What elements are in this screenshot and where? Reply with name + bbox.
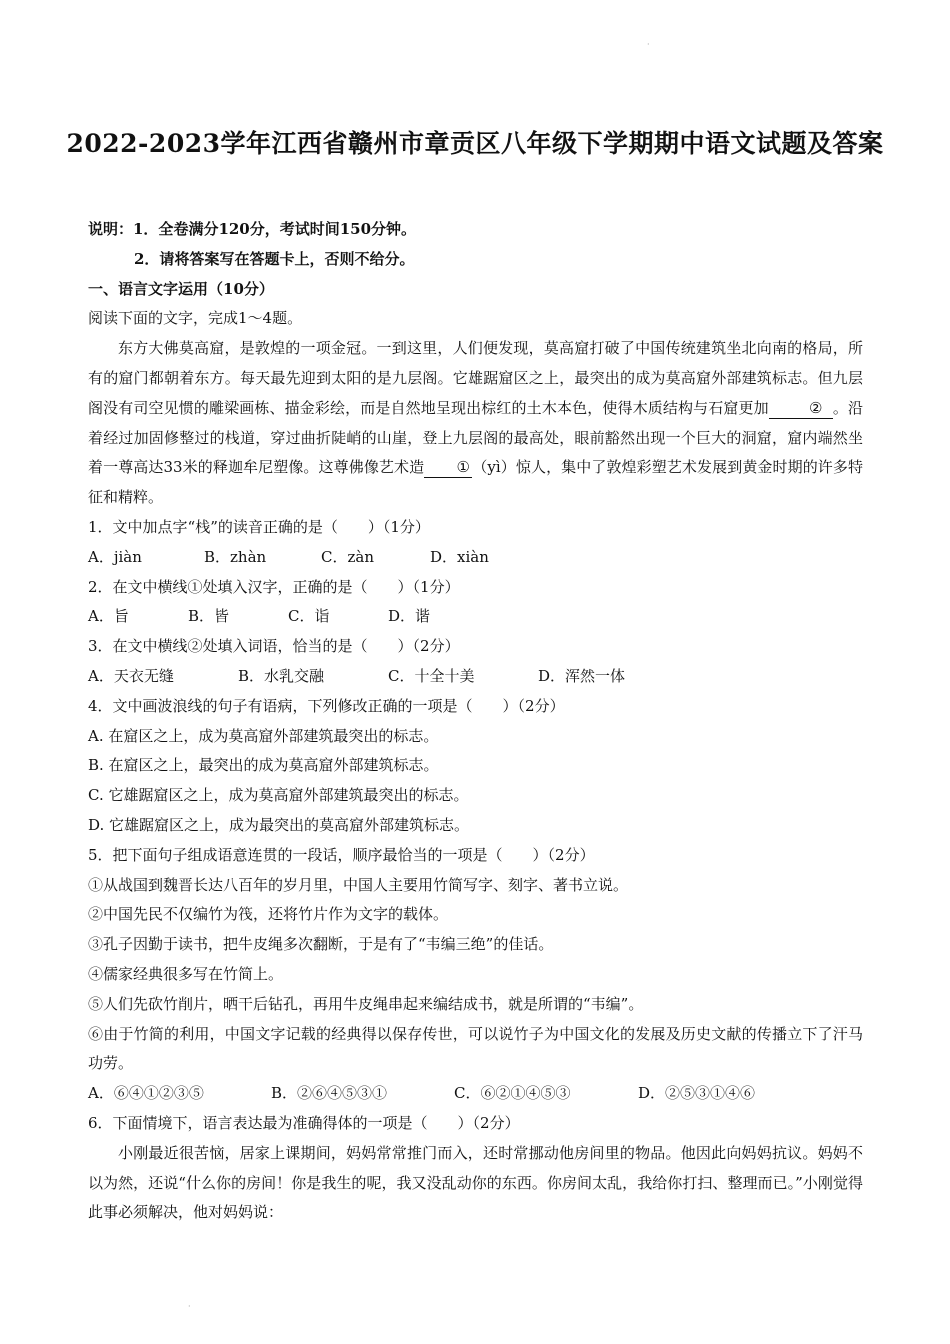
- sentence-5: ⑤人们先砍竹削片，晒干后钻孔，再用牛皮绳串起来编结成书，就是所谓的“韦编”。: [88, 994, 644, 1013]
- option-b: B．皆: [188, 607, 230, 626]
- question-5-options: [88, 1079, 863, 1109]
- option-b: B．zhàn: [204, 547, 267, 566]
- option-c: C. 它雄踞窟区之上，成为莫高窟外部建筑最突出的标志。: [88, 786, 469, 805]
- sentence-4: ④儒家经典很多写在竹简上。: [88, 964, 284, 983]
- option-c: C．zàn: [321, 547, 374, 566]
- sentence-6: ⑥由于竹简的利用，中国文字记载的经典得以保存传世，可以说竹子为中国文化的发展及历史文献的传播立下了汗马功劳。: [88, 1024, 863, 1073]
- option-d: D．谐: [388, 607, 431, 626]
- sentence-3: ③孔子因勤于读书，把牛皮绳多次翻断，于是有了“韦编三绝”的佳话。: [88, 935, 554, 954]
- header-dot: ·: [647, 40, 650, 49]
- note-2: 2．请将答案写在答题卡上，否则不给分。: [134, 249, 415, 268]
- option-c: C．诣: [288, 607, 330, 626]
- sentence-1: ①从战国到魏晋长达八百年的岁月里，中国人主要用竹简写字、刻字、著书立说。: [88, 875, 629, 894]
- question-1: 1．文中加点字“栈”的读音正确的是（ ）（1分）: [88, 517, 430, 536]
- question-4: 4．文中画波浪线的句子有语病，下列修改正确的一项是（ ）（2分）: [88, 696, 565, 715]
- option-b: B．水乳交融: [238, 666, 325, 685]
- document-title: 2022-2023学年江西省赣州市章贡区八年级下学期期中语文试题及答案: [66, 129, 884, 158]
- section-heading: 一、语言文字运用（10分）: [88, 279, 274, 298]
- question-6: 6．下面情境下，语言表达最为准确得体的一项是（ ）（2分）: [88, 1113, 520, 1132]
- question-3-options: [88, 662, 863, 692]
- sentence-2: ②中国先民不仅编竹为筏，还将竹片作为文字的载体。: [88, 905, 449, 924]
- option-a: A．旨: [88, 607, 129, 626]
- blank-1: ①: [424, 457, 472, 478]
- option-c: C．十全十美: [388, 666, 475, 685]
- question-6-scenario: 小刚最近很苦恼，居家上课期间，妈妈常常推门而入，还时常挪动他房间里的物品。他因此向妈妈抗议。妈妈不以为然，还说“什么你的房间！你是我生的呢，我又没乱动你的东西。你房间太乱，我给你打扫、整理而已。”小刚觉得此事必须解决，他对妈妈说：: [88, 1143, 863, 1222]
- option-a: A．jiàn: [88, 547, 142, 566]
- question-5: 5．把下面句子组成语意连贯的一段话，顺序最恰当的一项是（ ）（2分）: [88, 845, 595, 864]
- option-a: A．⑥④①②③⑤: [88, 1084, 204, 1103]
- option-d: D．xiàn: [430, 547, 489, 566]
- option-b: B．②⑥④⑤③①: [271, 1084, 388, 1103]
- question-1-options: [88, 543, 863, 573]
- option-a: A. 在窟区之上，成为莫高窟外部建筑最突出的标志。: [88, 726, 439, 745]
- note-1: 说明：1．全卷满分120分，考试时间150分钟。: [88, 220, 417, 238]
- passage-part-3: （yì）惊人，集中了敦煌彩塑艺术发展到黄金时期的许多特征和精粹。: [88, 458, 863, 507]
- question-2-options: [88, 602, 863, 632]
- option-d: D．浑然一体: [538, 666, 626, 685]
- option-b: B. 在窟区之上，最突出的成为莫高窟外部建筑标志。: [88, 756, 439, 775]
- passage: [88, 334, 863, 513]
- option-d: D．②⑤③①④⑥: [638, 1084, 756, 1103]
- instruction: 阅读下面的文字，完成1～4题。: [88, 309, 303, 328]
- blank-2: ②: [769, 398, 833, 419]
- document-body: [88, 215, 863, 1228]
- option-c: C．⑥②①④⑤③: [454, 1084, 571, 1103]
- passage-part-1: 东方大佛莫高窟，是敦煌的一项金冠。一到这里，人们便发现，莫高窟打破了中国传统建筑坐北向南的格局，所有的窟门都朝着东方。每天最先迎到太阳的是九层阁。它雄踞窟区之上，最突出的成为莫高窟外部建筑标志。但九层阁没有司空见惯的雕梁画栋、描金彩绘，而是自然地呈现出棕红的土木本色，使得木质结构与石窟更加: [88, 339, 863, 417]
- option-d: D. 它雄踞窟区之上，成为最突出的莫高窟外部建筑标志。: [88, 815, 470, 834]
- footer-dot: ·: [188, 1302, 191, 1311]
- option-a: A．天衣无缝: [88, 666, 174, 685]
- passage-part-2: 。沿着经过加固修整过的栈道，穿过曲折陡峭的山崖，登上九层阁的最高处，眼前豁然出现一个巨大的洞窟，窟内端然坐着一尊高达33米的释迦牟尼塑像。这尊佛像艺术造: [88, 398, 863, 477]
- question-3: 3．在文中横线②处填入词语，恰当的是（ ）（2分）: [88, 637, 460, 656]
- question-2: 2．在文中横线①处填入汉字，正确的是（ ）（1分）: [88, 577, 460, 596]
